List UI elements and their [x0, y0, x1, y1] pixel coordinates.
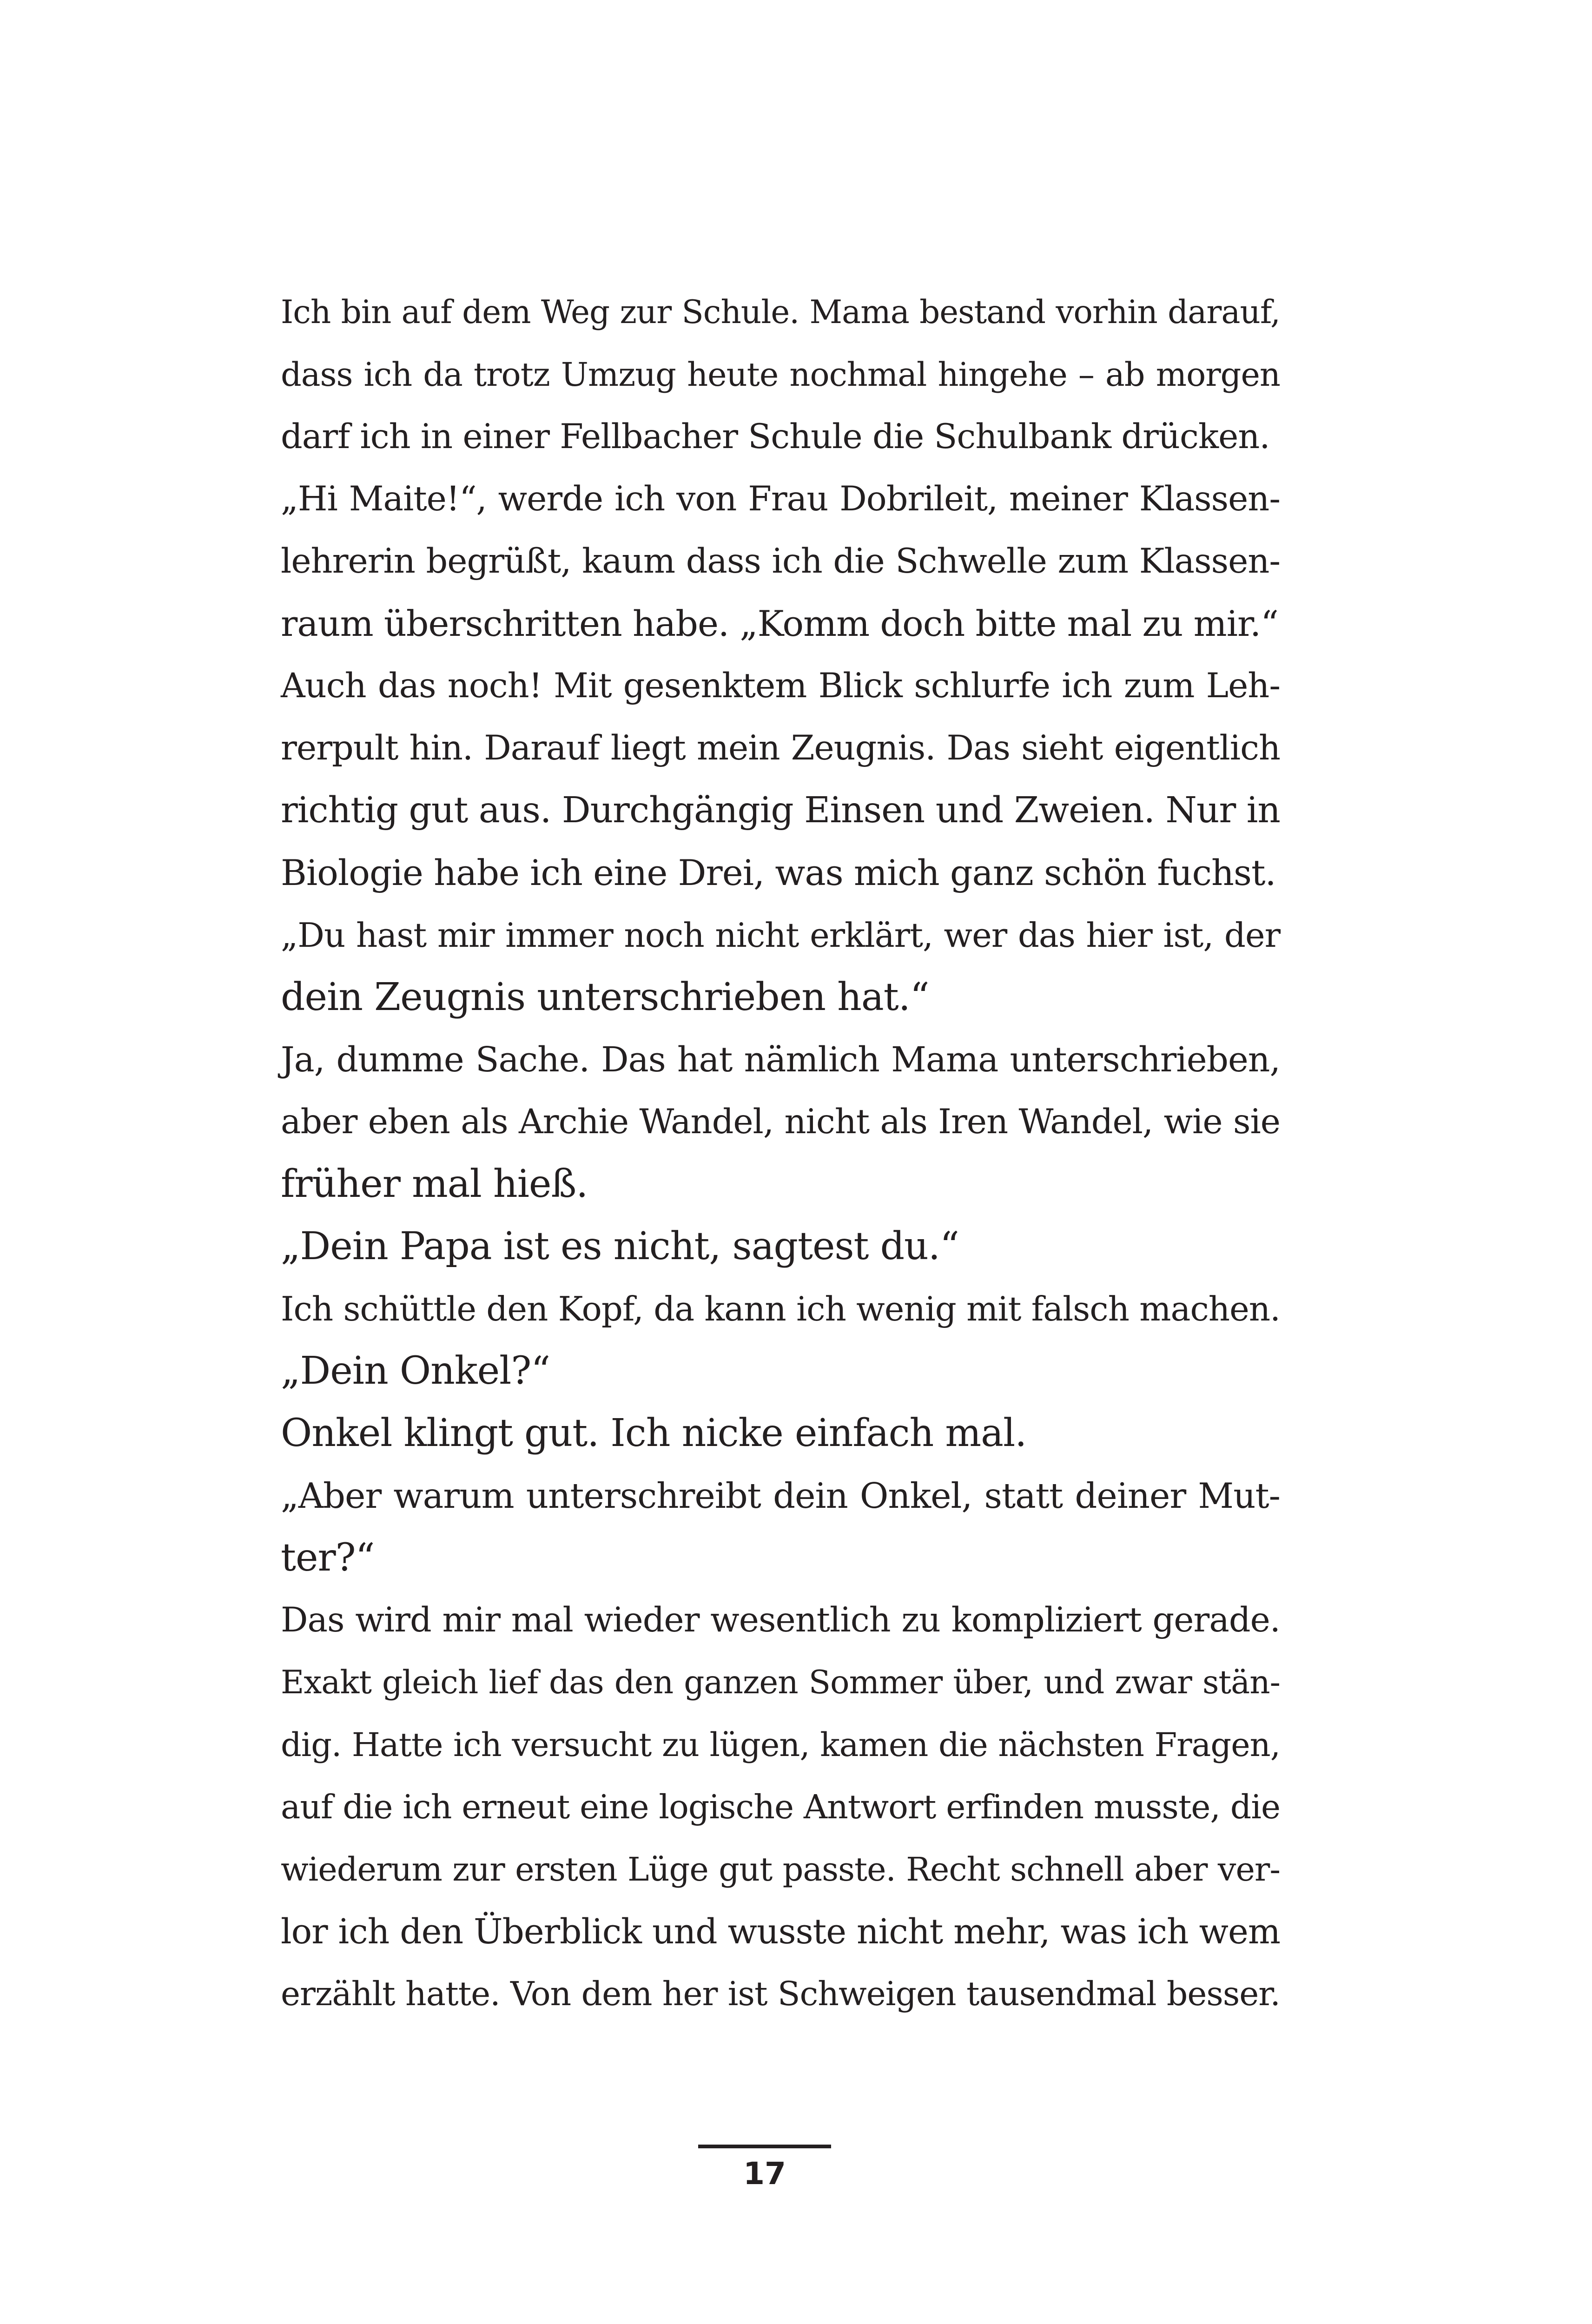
text-line: „Aber warum unterschreibt dein Onkel, statt deiner Mut-	[281, 1475, 1280, 1516]
text-line: dein Zeugnis unterschrieben hat.“	[281, 975, 929, 1019]
text-line: „Dein Onkel?“	[281, 1349, 550, 1393]
text-line: Das wird mir mal wieder wesentlich zu kompliziert gerade.	[281, 1600, 1280, 1640]
text-line: Onkel klingt gut. Ich nicke einfach mal.	[281, 1411, 1027, 1455]
text-line: richtig gut aus. Durchgängig Einsen und Zweien. Nur in	[281, 790, 1280, 831]
text-line: „Dein Papa ist es nicht, sagtest du.“	[281, 1224, 959, 1268]
text-line: rerpult hin. Darauf liegt mein Zeugnis. Das sieht eigentlich	[281, 728, 1280, 768]
text-line: „Du hast mir immer noch nicht erklärt, wer das hier ist, der	[281, 916, 1280, 955]
text-line: Ich bin auf dem Weg zur Schule. Mama bestand vorhin darauf,	[281, 294, 1280, 331]
text-line: Ja, dumme Sache. Das hat nämlich Mama unterschrieben,	[281, 1040, 1280, 1080]
text-line: Exakt gleich lief das den ganzen Sommer über, und zwar stän-	[281, 1664, 1280, 1701]
text-line: lehrerin begrüßt, kaum dass ich die Schwelle zum Klassen-	[281, 541, 1280, 581]
text-line: früher mal hieß.	[281, 1162, 588, 1206]
text-line: ter?“	[281, 1536, 375, 1580]
text-line: wiederum zur ersten Lüge gut passte. Recht schnell aber ver-	[281, 1850, 1280, 1888]
text-line: darf ich in einer Fellbacher Schule die Schulbank drücken.	[281, 417, 1270, 456]
text-line: dass ich da trotz Umzug heute nochmal hingehe – ab morgen	[281, 356, 1280, 394]
text-line: Ich schüttle den Kopf, da kann ich wenig mit falsch machen.	[281, 1289, 1280, 1328]
text-line: erzählt hatte. Von dem her ist Schweigen tausendmal besser.	[281, 1974, 1280, 2013]
text-line: raum überschritten habe. „Komm doch bitte mal zu mir.“	[281, 603, 1278, 644]
footer-rule	[698, 2145, 831, 2148]
text-line: dig. Hatte ich versucht zu lügen, kamen die nächsten Fragen,	[281, 1726, 1280, 1764]
text-line: auf die ich erneut eine logische Antwort erfinden musste, die	[281, 1788, 1280, 1826]
text-line: Biologie habe ich eine Drei, was mich ganz schön fuchst.	[281, 852, 1276, 893]
text-line: aber eben als Archie Wandel, nicht als Iren Wandel, wie sie	[281, 1102, 1280, 1142]
text-line: Auch das noch! Mit gesenktem Blick schlurfe ich zum Leh-	[281, 666, 1280, 706]
text-line: lor ich den Überblick und wusste nicht mehr, was ich wem	[281, 1912, 1280, 1952]
page-number: 17	[743, 2156, 786, 2192]
text-line: „Hi Maite!“, werde ich von Frau Dobrileit, meiner Klassen-	[281, 479, 1280, 519]
